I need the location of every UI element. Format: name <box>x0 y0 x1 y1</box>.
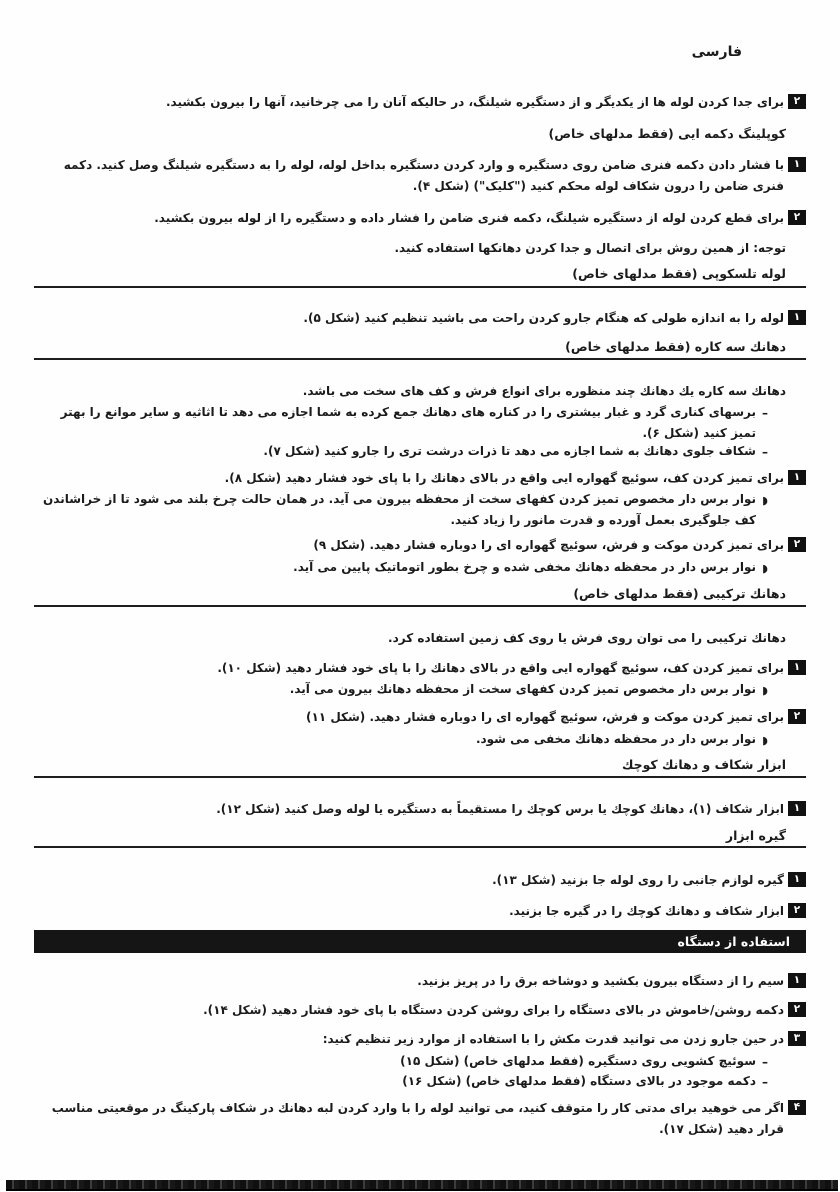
dash-icon: – <box>762 406 768 420</box>
dash-item <box>34 1051 806 1072</box>
step-text: برای تمیز کردن کف، سوئیچ گهواره ایی واقع در بالای دهانك را با پای خود فشار دهید (شکل ۱۰). <box>217 661 784 675</box>
step-number-badge: ۱ <box>788 801 806 816</box>
section-divider <box>34 846 806 848</box>
step-number-badge: ۱ <box>788 660 806 675</box>
step-text: برای تمیز کردن موکت و فرش، سوئیچ گهواره ای را دوباره فشار دهید. (شکل ۱۱) <box>306 710 784 724</box>
section-intro-text: دهانك ترکیبی را می توان روی فرش یا روی کف زمین استفاده کرد. <box>388 631 786 645</box>
step-item <box>34 468 806 489</box>
dash-text: شکاف جلوی دهانك به شما اجازه می دهد تا ذرات درشت تری را جارو کنید (شکل ۷). <box>263 444 756 458</box>
step-number-badge: ۱ <box>788 157 806 172</box>
step-number-badge: ۱ <box>788 470 806 485</box>
section-heading-combi-nozzle: دهانك ترکیبی (فقط مدلهای خاص) <box>573 586 786 601</box>
step-item <box>34 1029 806 1050</box>
bullet-icon: ◗ <box>762 684 768 697</box>
step-item <box>34 208 806 229</box>
step-text: سیم را از دستگاه بیرون بکشید و دوشاخه برق را در پریز بزنید. <box>417 974 784 988</box>
step-number-badge: ۴ <box>788 1100 806 1115</box>
step-item <box>34 535 806 556</box>
step-number-badge: ۲ <box>788 537 806 552</box>
step-text: برای قطع کردن لوله از دستگیره شیلنگ، دکمه فنری ضامن را فشار داده و دستگیره را از لوله بیرون بکشید. <box>154 211 784 225</box>
section-heading-tool-clip: گیره ابزار <box>725 828 786 843</box>
bullet-icon: ◗ <box>762 734 768 747</box>
next-section-banner-edge <box>6 1180 838 1191</box>
dash-icon: – <box>762 1075 768 1089</box>
section-heading-telescopic-tube: لوله تلسکوپی (فقط مدلهای خاص) <box>572 266 786 281</box>
section-heading-tri-nozzle: دهانك سه کاره (فقط مدلهای خاص) <box>565 339 786 354</box>
banner-title: استفاده از دستگاه <box>677 934 790 949</box>
step-number-badge: ۱ <box>788 310 806 325</box>
step-item <box>34 1000 806 1021</box>
bullet-icon: ◗ <box>762 562 768 575</box>
bullet-text: نوار برس دار مخصوص تمیز کردن کفهای سخت از محفظه دهانك بیرون می آید. <box>289 682 756 696</box>
dash-icon: – <box>762 1055 768 1069</box>
section-divider <box>34 605 806 607</box>
bullet-item <box>34 729 806 750</box>
bullet-item <box>34 557 806 578</box>
note-text: توجه: از همین روش برای اتصال و جدا کردن دهانکها استفاده کنید. <box>394 241 786 255</box>
step-text: با فشار دادن دکمه فنری ضامن روی دستگیره و وارد کردن دستگیره بداخل لوله، لوله را به دستگیره شیلنگ وصل کنید. دکمه فنری ضامن را درون شکاف لوله محکم کنید ("کلیک") (شکل ۴). <box>63 158 784 193</box>
step-text: برای تمیز کردن موکت و فرش، سوئیچ گهواره ای را دوباره فشار دهید. (شکل ۹) <box>313 538 784 552</box>
bullet-item <box>34 489 806 531</box>
dash-item <box>34 441 806 462</box>
dash-icon: – <box>762 445 768 459</box>
step-number-badge: ۲ <box>788 94 806 109</box>
step-number-badge: ۲ <box>788 709 806 724</box>
bullet-icon: ◗ <box>762 494 768 507</box>
step-item <box>34 870 806 891</box>
step-text: دکمه روشن/خاموش در بالای دستگاه را برای روشن کردن دستگاه با پای خود فشار دهید (شکل ۱۴). <box>203 1003 784 1017</box>
page-language-title: فارسی <box>691 44 742 60</box>
step-number-badge: ۱ <box>788 973 806 988</box>
step-number-badge: ۲ <box>788 903 806 918</box>
step-text: ابزار شکاف و دهانك کوچك را در گیره جا بزنید. <box>509 904 784 918</box>
section-intro-text: دهانك سه کاره یك دهانك چند منظوره برای انواع فرش و کف های سخت می باشد. <box>302 384 786 398</box>
step-item <box>34 901 806 922</box>
section-heading-crevice-tool: ابزار شکاف و دهانك کوچك <box>621 757 786 772</box>
step-item <box>34 971 806 992</box>
bullet-text: نوار برس دار در محفظه دهانك مخفی شده و چرخ بطور اتوماتیک پایین می آید. <box>293 560 756 574</box>
step-number-badge: ۲ <box>788 210 806 225</box>
step-text: برای تمیز کردن کف، سوئیچ گهواره ایی واقع در بالای دهانك را با پای خود فشار دهید (شکل ۸). <box>224 471 784 485</box>
dash-text: برسهای کناری گرد و غبار بیشتری را در کناره های دهانك جمع کرده به شما اجازه می دهد تا اثاثیه و سایر موانع را بهتر تمیز کنید (شکل ۶). <box>60 405 756 440</box>
step-item <box>34 308 806 329</box>
step-text: در حین جارو زدن می توانید قدرت مکش را با استفاده از موارد زیر تنظیم کنید: <box>322 1032 784 1046</box>
step-item <box>34 155 806 197</box>
step-number-badge: ۳ <box>788 1031 806 1046</box>
section-divider <box>34 286 806 288</box>
step-text: گیره لوازم جانبی را روی لوله جا بزنید (شکل ۱۳). <box>492 873 784 887</box>
dash-item <box>34 402 806 444</box>
bullet-text: نوار برس دار مخصوص تمیز کردن کفهای سخت از محفظه بیرون می آید. در همان حالت چرخ بلند می شود تا از خراشاندن کف جلوگیری بعمل آورده و قدرت مانور را زیاد کنید. <box>43 492 756 527</box>
dash-text: دکمه موجود در بالای دستگاه (فقط مدلهای خاص) (شکل ۱۶) <box>402 1074 756 1088</box>
section-divider <box>34 358 806 360</box>
section-heading-button-coupling: کوپلینگ دکمه ایی (فقط مدلهای خاص) <box>548 126 786 141</box>
section-banner-usage <box>34 930 806 953</box>
section-divider <box>34 776 806 778</box>
bullet-text: نوار برس دار در محفظه دهانك مخفی می شود. <box>475 732 756 746</box>
step-item <box>34 1098 806 1140</box>
dash-item <box>34 1071 806 1092</box>
bullet-item <box>34 679 806 700</box>
step-text: برای جدا کردن لوله ها از یکدیگر و از دستگیره شیلنگ، در حالیکه آنان را می چرخانید، آنها را بیرون بکشید. <box>165 95 784 109</box>
step-item <box>34 799 806 820</box>
step-item <box>34 707 806 728</box>
dash-text: سوئیچ کشویی روی دستگیره (فقط مدلهای خاص) (شکل ۱۵) <box>400 1054 756 1068</box>
step-item <box>34 92 806 113</box>
step-text: ابزار شکاف (۱)، دهانك کوچك یا برس کوچك را مستقیماً به دستگیره یا لوله وصل کنید (شکل ۱۲). <box>216 802 784 816</box>
step-number-badge: ۱ <box>788 872 806 887</box>
step-text: لوله را به اندازه طولی که هنگام جارو کردن راحت می باشید تنظیم کنید (شکل ۵). <box>303 311 784 325</box>
step-item <box>34 658 806 679</box>
step-number-badge: ۲ <box>788 1002 806 1017</box>
step-text: اگر می خوهید برای مدتی کار را متوقف کنید، می توانید لوله را با وارد کردن لبه دهانك در شکاف پارکینگ در موقعیتی مناسب قرار دهید (شکل ۱۷). <box>51 1101 784 1136</box>
